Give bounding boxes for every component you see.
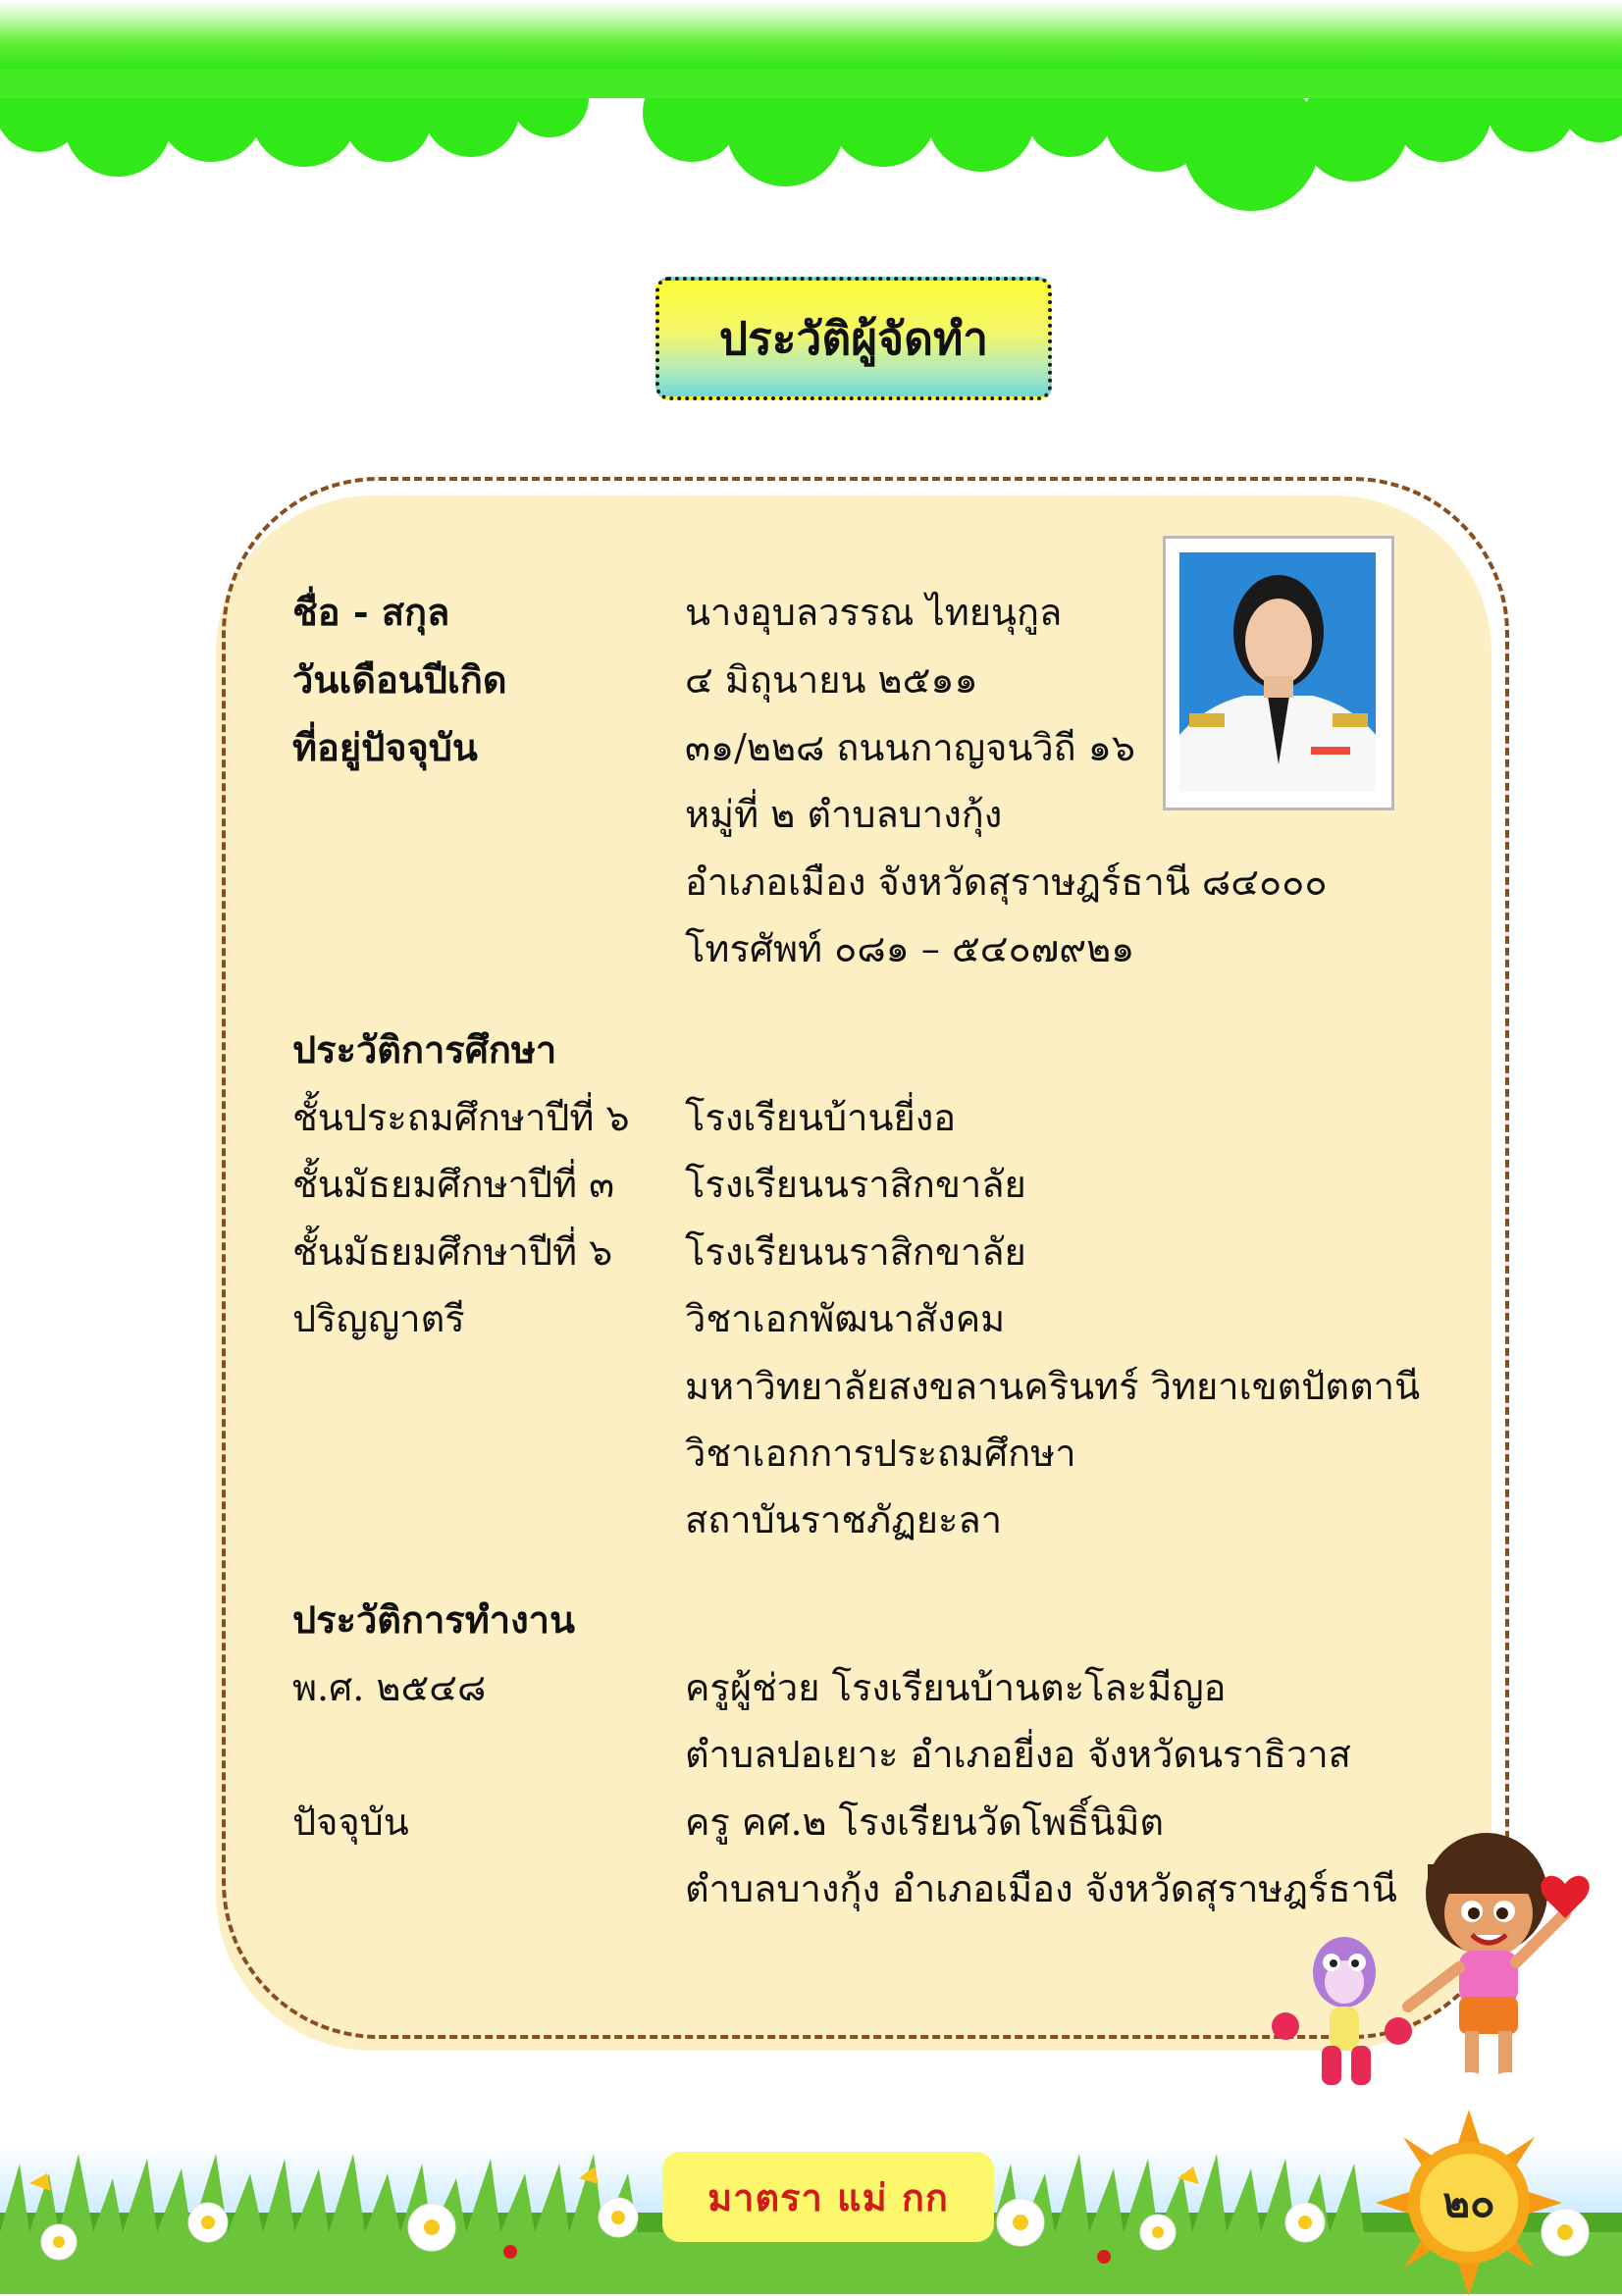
education-level: ปริญญาตรี [292,1297,465,1340]
work-period: พ.ศ. ๒๕๔๘ [292,1666,487,1709]
work-position: ครูผู้ช่วย โรงเรียนบ้านตะโละมีญอ [685,1666,1227,1709]
footer-lesson-text: มาตรา แม่ กก [707,2175,949,2219]
address-line: หมู่ที่ ๒ ตำบลบางกุ้ง [685,793,1003,836]
education-level: ชั้นมัธยมศึกษาปีที่ ๖ [292,1230,613,1274]
education-school: โรงเรียนบ้านยี่งอ [685,1096,957,1139]
address-line: อำเภอเมือง จังหวัดสุราษฎร์ธานี ๘๔๐๐๐ [685,861,1328,904]
work-location: ตำบลปอเยาะ อำเภอยี่งอ จังหวัดนราธิวาส [685,1733,1351,1776]
address-label: ที่อยู่ปัจจุบัน [292,725,478,769]
portrait-image [1166,539,1391,808]
name-value: นางอุบลวรรณ ไทยนุกูล [685,591,1063,634]
education-school: โรงเรียนนราสิกขาลัย [685,1230,1026,1274]
education-institution: มหาวิทยาลัยสงขลานครินทร์ วิทยาเขตปัตตานี [685,1365,1421,1408]
title-banner [655,277,1052,400]
footer-lesson-label [662,2152,994,2242]
education-major: วิชาเอกการประถมศึกษา [685,1432,1076,1475]
work-heading: ประวัติการทำงาน [292,1597,575,1642]
work-position: ครู คศ.๒ โรงเรียนวัดโพธิ์นิมิต [685,1800,1165,1844]
address-line: ๓๑/๒๒๘ ถนนกาญจนวิถี ๑๖ [685,726,1135,769]
birth-label: วันเดือนปีเกิด [292,657,507,702]
birth-value: ๔ มิถุนายน ๒๕๑๑ [685,658,978,702]
header-cloud-decoration [0,0,1622,226]
profile-photo [1163,536,1394,810]
education-major: วิชาเอกพัฒนาสังคม [685,1297,1006,1340]
page-number: ๒๐ [1442,2178,1495,2226]
education-institution: สถาบันราชภัฏยะลา [685,1498,1003,1541]
education-heading: ประวัติการศึกษา [292,1027,557,1071]
education-level: ชั้นมัธยมศึกษาปีที่ ๓ [292,1163,615,1206]
education-school: โรงเรียนนราสิกขาลัย [685,1163,1026,1206]
work-period: ปัจจุบัน [292,1800,409,1844]
name-label: ชื่อ - สกุล [292,590,450,634]
cartoon-characters-illustration [1271,1825,1599,2110]
page-title: ประวัติผู้จัดทำ [718,311,989,365]
phone-line: โทรศัพท์ ๐๘๑ – ๕๔๐๗๙๒๑ [685,927,1135,970]
education-level: ชั้นประถมศึกษาปีที่ ๖ [292,1096,630,1139]
work-location: ตำบลบางกุ้ง อำเภอเมือง จังหวัดสุราษฎร์ธานี [685,1867,1397,1910]
